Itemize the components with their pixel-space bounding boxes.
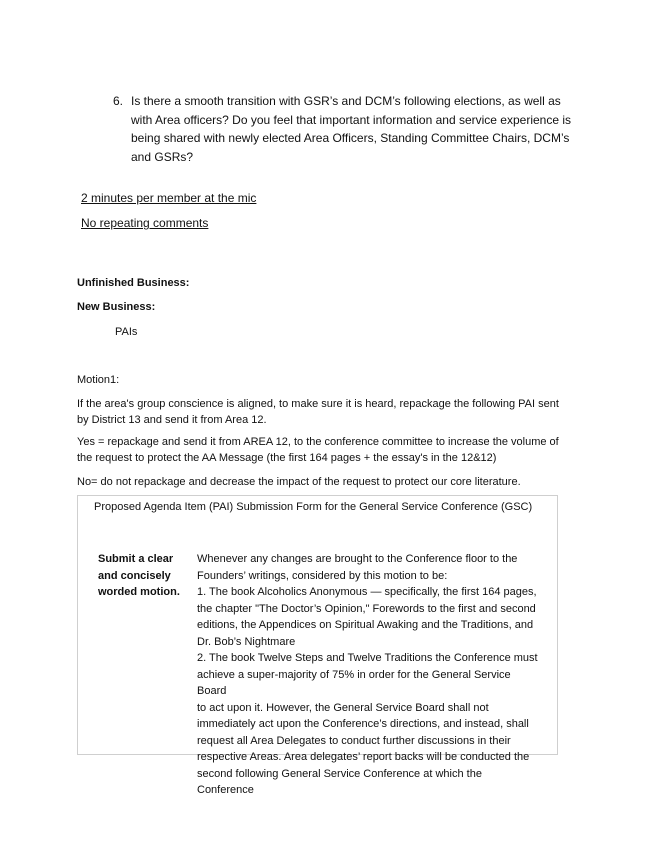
- form-line: the chapter "The Doctor’s Opinion," Forewords to the first and second: [197, 602, 536, 615]
- form-line: 2. The book Twelve Steps and Twelve Traditions the Conference must: [197, 652, 538, 664]
- time-limit-rule: 2 minutes per member at the mic: [81, 191, 257, 205]
- form-line: to act upon it. However, the General Service Board shall not: [197, 701, 489, 714]
- no-repeat-rule: No repeating comments: [81, 216, 209, 230]
- form-line: immediately act upon the Conference’s directions, and instead, shall: [197, 718, 529, 730]
- pai-submission-form: [77, 495, 558, 796]
- motion-description: If the area's group conscience is aligned, to make sure it is heard, repackage the following PAI sent by District 13 and send it from Area 12.: [77, 398, 559, 426]
- form-title: Proposed Agenda Item (PAI) Submission Form for the General Service Conference (GSC): [94, 501, 533, 513]
- motion-title: Motion1:: [77, 374, 120, 386]
- unfinished-business-heading: Unfinished Business:: [77, 277, 190, 289]
- form-line: second following General Service Conference at which the Conference: [197, 767, 482, 796]
- form-line: achieve a super-majority of 75% in order for the General Service Board: [197, 668, 511, 697]
- question-item: [113, 92, 583, 166]
- question-number: 6.: [113, 94, 124, 108]
- form-line: 1. The book Alcoholics Anonymous — specifically, the first 164 pages,: [197, 586, 537, 598]
- form-line: Whenever any changes are brought to the Conference floor to the: [197, 553, 518, 565]
- motion-yes-option: Yes = repackage and send it from AREA 12, to the conference committee to increase the volume of the request to protect the AA Message (the first 164 pages + the essay's in the 12&12): [77, 436, 559, 464]
- new-business-heading: New Business:: [77, 301, 156, 313]
- question-text: Is there a smooth transition with GSR’s and DCM’s following elections, as well as with Area officers? Do you feel that important information and service experience is being shared with newly elected Area Officers, Standing Committee Chairs, DCM’s and GSRs?: [131, 94, 572, 164]
- form-line: Dr. Bob’s Nightmare: [197, 635, 296, 648]
- form-line: respective Areas. Area delegates’ report backs will be conducted the: [197, 751, 530, 763]
- form-line: request all Area Delegates to conduct further discussions in their: [197, 734, 511, 747]
- form-motion-label: Submit a clear and concisely worded motion.: [98, 553, 180, 598]
- form-motion-text: [197, 551, 541, 799]
- motion-no-option: No= do not repackage and decrease the impact of the request to protect our core literature.: [77, 476, 521, 488]
- pais-label: PAIs: [115, 326, 138, 338]
- form-line: editions, the Appendices on Spiritual Awaking and the Traditions, and: [197, 619, 534, 631]
- form-line: Founders’ writings, considered by this motion to be:: [197, 569, 448, 582]
